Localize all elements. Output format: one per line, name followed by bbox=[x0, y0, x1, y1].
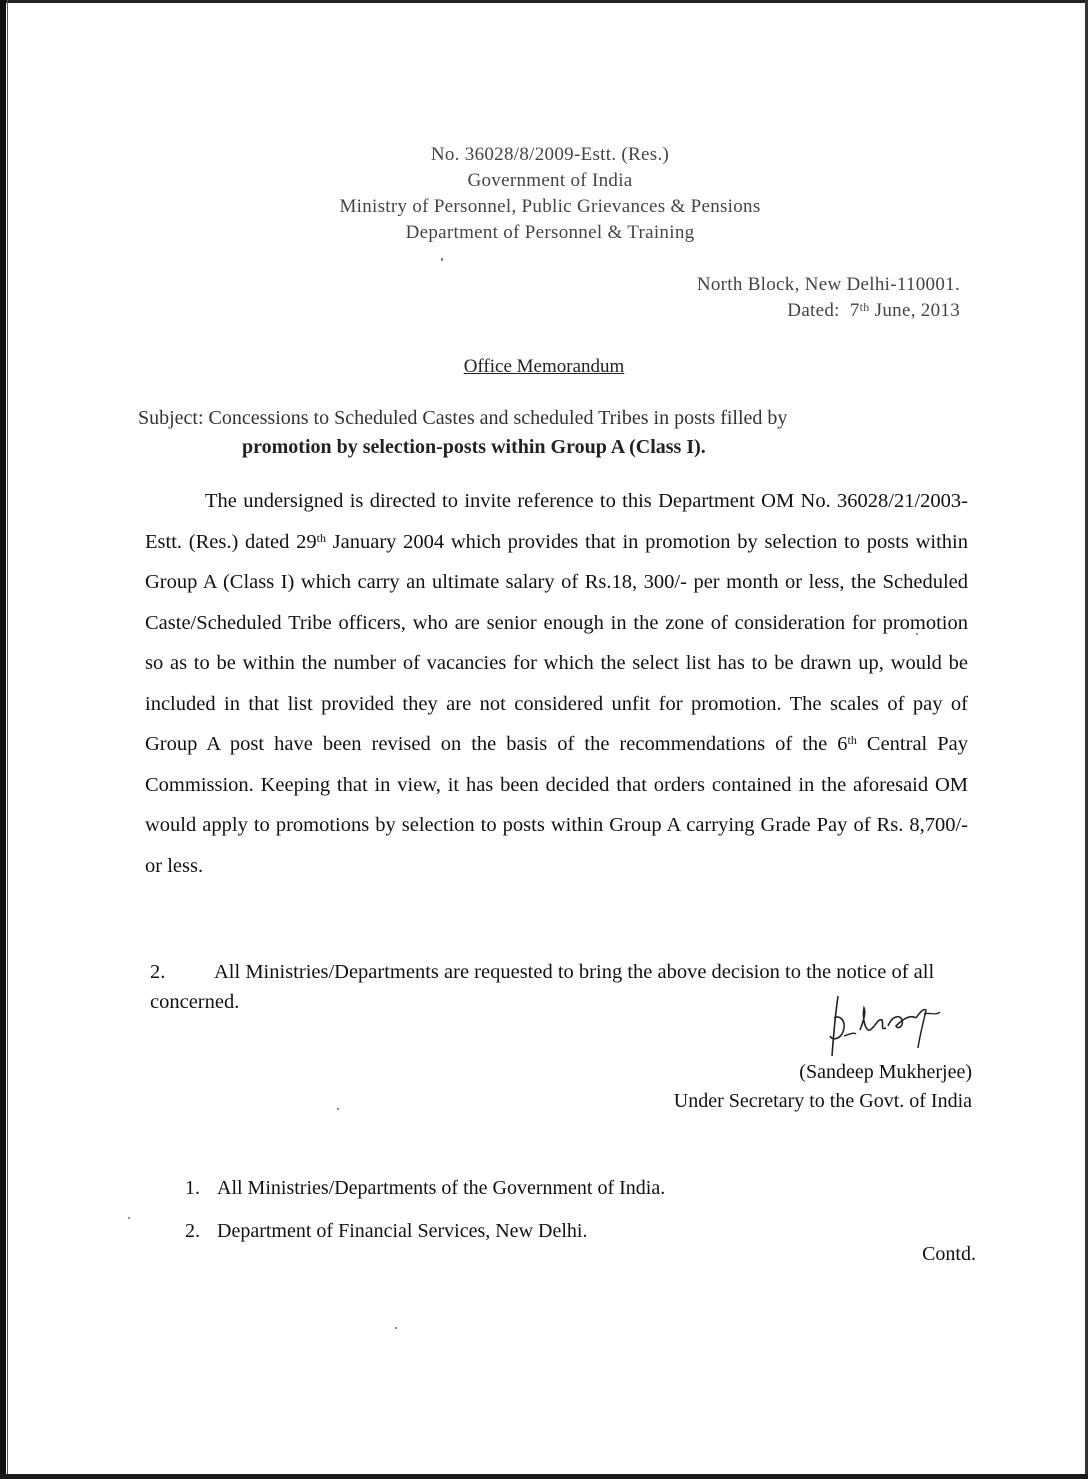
scan-speck bbox=[916, 633, 918, 635]
letterhead bbox=[280, 142, 820, 246]
memo-title: Office Memorandum bbox=[463, 356, 625, 377]
scan-speck bbox=[128, 1217, 130, 1219]
scan-speck bbox=[395, 1327, 397, 1329]
ministry-name: Ministry of Personnel, Public Grievances & Pensions bbox=[339, 196, 761, 217]
paragraph-1: The undersigned is directed to invite reference to this Department OM No. 36028/21/2003-Estt. (Res.) dated 29th January 2004 which provides that in promotion by selection to posts within Group A (Class I) which carry an ultimate salary of Rs.18, 300/- per month or less, the Scheduled Caste/Scheduled Tribe officers, who are senior enough in the zone of consideration for promotion so as to be within the number of vacancies for which the select list has to be drawn up, would be included in that list provided they are not considered unfit for promotion. The scales of pay of Group A post have been revised on the basis of the recommendations of the 6th Central Pay Commission. Keeping that in view, it has been decided that orders contained in the aforesaid OM would apply to promotions by selection to posts within Group A carrying Grade Pay of Rs. 8,700/- or less. bbox=[145, 490, 968, 877]
handwritten-signature bbox=[820, 990, 960, 1060]
signatory-designation: Under Secretary to the Govt. of India bbox=[673, 1090, 972, 1112]
scan-border-left-inner bbox=[7, 0, 8, 1479]
department-name: Department of Personnel & Training bbox=[405, 222, 695, 243]
file-number: No. 36028/8/2009-Estt. (Res.) bbox=[430, 144, 670, 165]
list-item: 1. All Ministries/Departments of the Government of India. bbox=[185, 1177, 666, 1199]
scan-speck bbox=[337, 1108, 339, 1110]
scan-border-bottom bbox=[0, 1474, 1088, 1479]
date-label: Dated: bbox=[787, 300, 840, 321]
memo-date bbox=[697, 298, 960, 324]
date-suffix: th bbox=[859, 300, 870, 314]
date-rest: June, 2013 bbox=[874, 300, 960, 321]
paragraph-2-text: All Ministries/Departments are requested to bring the above decision to the notice of all concerned. bbox=[150, 961, 935, 1013]
scan-border-left bbox=[0, 0, 6, 1479]
subject-line-1: Concessions to Scheduled Castes and scheduled Tribes in posts filled by bbox=[208, 407, 788, 429]
government-name: Government of India bbox=[467, 170, 633, 191]
scan-speck bbox=[441, 258, 443, 261]
paragraph-number: 2. bbox=[150, 961, 166, 983]
date-day: 7 bbox=[849, 300, 860, 321]
address-block bbox=[697, 272, 960, 324]
office-location: North Block, New Delhi-110001. bbox=[696, 274, 960, 295]
subject-label: Subject: bbox=[138, 407, 204, 429]
subject-line-2: promotion by selection-posts within Group A (Class I). bbox=[242, 436, 706, 458]
continued-note: Contd. bbox=[922, 1243, 976, 1265]
list-item: 2. Department of Financial Services, New Delhi. bbox=[185, 1220, 588, 1242]
distribution-list bbox=[185, 1167, 665, 1253]
scan-border-top bbox=[0, 0, 1088, 3]
subject-block bbox=[138, 404, 968, 462]
signatory-name: (Sandeep Mukherjee) bbox=[799, 1061, 972, 1083]
